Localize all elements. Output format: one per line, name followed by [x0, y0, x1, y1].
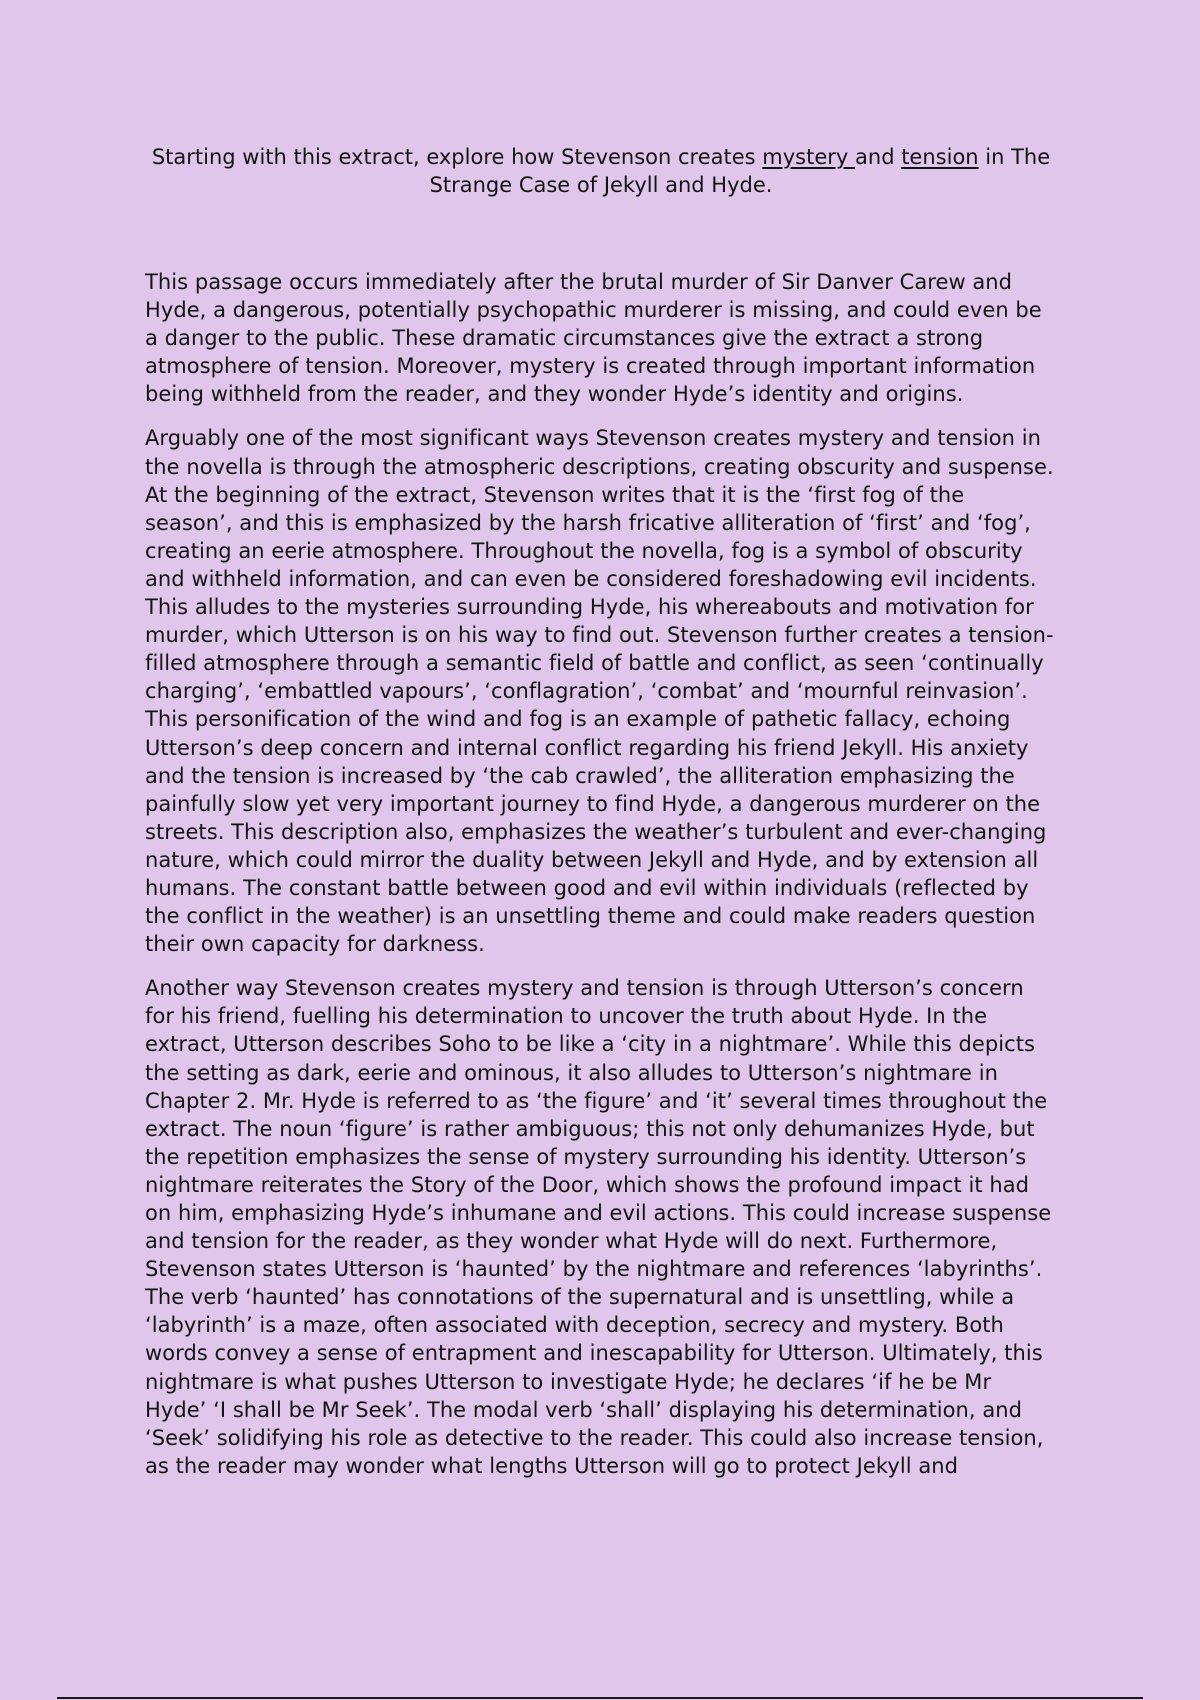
page-bottom-divider [57, 1697, 1143, 1699]
paragraph-utterson: Another way Stevenson creates mystery and tension is through Utterson’s concern for his friend, fuelling his determination to uncover the truth about Hyde. In the extract, Utterson describes Soho to be like a ‘city in a nightmare’. While this depicts the setting as dark, eerie and ominous, it also alludes to Utterson’s nightmare in Chapter 2. Mr. Hyde is referred to as ‘the figure’ and ‘it’ several times throughout the extract. The noun ‘figure’ is rather ambiguous; this not only dehumanizes Hyde, but the repetition emphasizes the sense of mystery surrounding his identity. Utterson’s nightmare reiterates the Story of the Door, which shows the profound impact it had on him, emphasizing Hyde’s inhumane and evil actions. This could increase suspense and tension for the reader, as they wonder what Hyde will do next. Furthermore, Stevenson states Utterson is ‘haunted’ by the nightmare and references ‘labyrinths’. The verb ‘haunted’ has connotations of the supernatural and is unsettling, while a ‘labyrinth’ is a maze, often associated with deception, secrecy and mystery. Both words convey a sense of entrapment and inescapability for Utterson. Ultimately, this nightmare is what pushes Utterson to investigate Hyde; he declares ‘if he be Mr Hyde’ ‘I shall be Mr Seek’. The modal verb ‘shall’ displaying his determination, and ‘Seek’ solidifying his role as detective to the reader. This could also increase tension, as the reader may wonder what lengths Utterson will go to protect Jekyll and [145, 976, 1052, 1478]
paragraph-atmosphere: Arguably one of the most significant ways Stevenson creates mystery and tension in the novella is through the atmospheric descriptions, creating obscurity and suspense. At the beginning of the extract, Stevenson writes that it is the ‘first fog of the season’, and this is emphasized by the harsh fricative alliteration of ‘first’ and ‘fog’, creating an eerie atmosphere. Throughout the novella, fog is a symbol of obscurity and withheld information, and can even be considered foreshadowing evil incidents. This alludes to the mysteries surrounding Hyde, his whereabouts and motivation for murder, which Utterson is on his way to find out. Stevenson further creates a tension-filled atmosphere through a semantic field of battle and conflict, as seen ‘continually charging’, ‘embattled vapours’, ‘conflagration’, ‘combat’ and ‘mournful reinvasion’. This personification of the wind and fog is an example of pathetic fallacy, echoing Utterson’s deep concern and internal conflict regarding his friend Jekyll. His anxiety and the tension is increased by ‘the cab crawled’, the alliteration emphasizing the painfully slow yet very important journey to find Hyde, a dangerous murderer on the streets. This description also, emphasizes the weather’s turbulent and ever-changing nature, which could mirror the duality between Jekyll and Hyde, and by extension all humans. The constant battle between good and evil within individuals (reflected by the conflict in the weather) is an unsettling theme and could make readers question their own capacity for darkness. [145, 426, 1054, 957]
paragraph-introduction: This passage occurs immediately after the brutal murder of Sir Danver Carew and Hyde, a dangerous, potentially psychopathic murderer is missing, and could even be a danger to the public. These dramatic circumstances give the extract a strong atmosphere of tension. Moreover, mystery is created through important information being withheld from the reader, and they wonder Hyde’s identity and origins. [145, 270, 1042, 407]
document-page [145, 143, 1057, 1496]
underlined-word-tension: tension [901, 145, 979, 169]
essay-question [145, 143, 1057, 199]
question-text-end: in The Strange Case of Jekyll and Hyde. [429, 145, 1051, 197]
underlined-word-mystery: mystery [762, 145, 856, 169]
question-text-and: and [855, 145, 902, 169]
question-text-start: Starting with this extract, explore how Stevenson creates [151, 145, 763, 169]
